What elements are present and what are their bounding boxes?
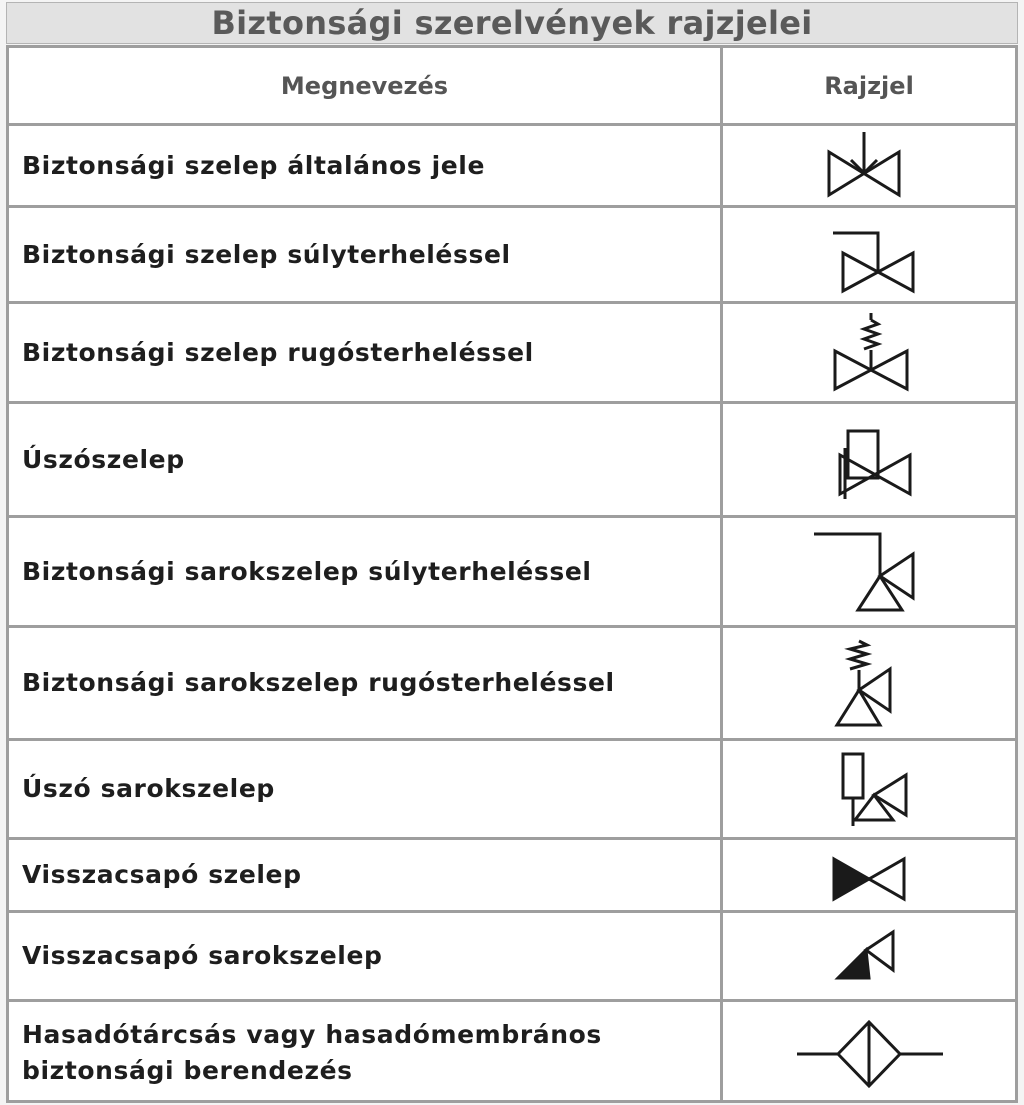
angle-check-valve-icon [838,932,893,978]
weight-loaded-angle-safety-valve-icon [814,534,913,610]
row-name: Biztonsági szelep általános jele [22,150,486,180]
column-header-name: Megnevezés [280,72,449,100]
row-name: Visszacsapó sarokszelep [22,941,383,970]
weight-loaded-safety-valve-icon [833,233,913,291]
spring-loaded-angle-safety-valve-icon [837,641,890,725]
rupture-disc-device-icon [797,1022,943,1086]
column-header-symbol: Rajzjel [824,72,914,100]
float-valve-icon [840,431,910,499]
row-name: Visszacsapó szelep [22,860,302,889]
general-safety-valve-icon [829,132,899,195]
row-name: Biztonsági szelep súlyterheléssel [22,239,511,269]
row-name: Úszószelep [22,444,185,474]
table-title: Biztonsági szerelvények rajzjelei [6,2,1018,44]
check-valve-icon [834,859,904,899]
float-angle-valve-icon [843,754,906,826]
spring-loaded-safety-valve-icon [835,313,907,389]
row-name: Biztonsági szelep rugósterheléssel [22,337,534,367]
row-name: Biztonsági sarokszelep rugósterheléssel [22,668,615,697]
row-name: Biztonsági sarokszelep súlyterheléssel [22,556,592,586]
row-name: Hasadótárcsás vagy hasadómembrános biztonsági berendezés [22,1019,602,1085]
row-name: Úszó sarokszelep [22,774,275,803]
